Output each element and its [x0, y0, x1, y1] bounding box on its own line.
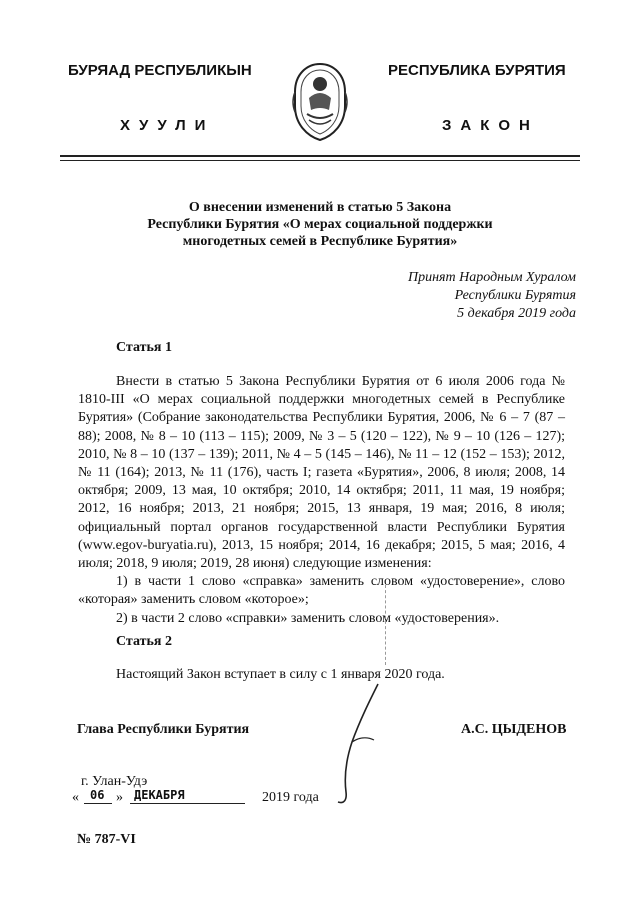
- coat-of-arms-emblem: [289, 62, 351, 142]
- article-1-heading: Статья 1: [116, 340, 172, 355]
- date-day: 06: [90, 788, 105, 802]
- article-1-paragraph: Внести в статью 5 Закона Республики Бурятия от 6 июля 2006 года № 1810-III «О мерах социальной поддержки многодетных семей в Республике Бурятия» (Собрание законодательства Республики Бурятия, 2006, № 6 – 7 (87 – 88); 2008, № 8 – 10 (113 – 115); 2009, № 3 – 5 (120 – 122), № 9 – 10 (126 – 127); 2010, № 8 – 10 (137 – 139); 2011, № 4 – 5 (145 – 146), № 11 – 12 (152 – 153); 2012, № 11 (164); 2013, № 11 (176), часть I; газета «Бурятия», 2006, 8 июля; 2008, 14 октября; 2009, 13 мая, 10 октября; 2010, 14 октября; 2011, 11 мая, 19 ноября; 2012, 16 ноября; 2013, 21 ноября; 2015, 13 января, 19 мая; 2016, 8 июля; официальный портал органов государственной власти Республики Бурятия (www.egov-buryatia.ru), 2013, 15 ноября; 2014, 16 декабря; 2015, 5 мая; 2016, 4 июля; 2018, 9 июля; 2019, 28 июня) следующие изменения:: [78, 374, 565, 572]
- signature-position: Глава Республики Бурятия: [77, 722, 250, 737]
- header-right-doc-type: ЗАКОН: [442, 117, 539, 134]
- month-underline: [130, 803, 245, 804]
- adoption-line-3: 5 декабря 2019 года: [457, 306, 576, 321]
- adoption-line-1: Принят Народным Хуралом: [407, 270, 576, 285]
- date-year: 2019 года: [262, 790, 319, 805]
- date-month: ДЕКАБРЯ: [134, 788, 185, 802]
- header-rule-thick: [60, 155, 580, 157]
- law-number: № 787-VI: [77, 832, 136, 847]
- city: г. Улан-Удэ: [81, 774, 148, 789]
- header-rule-thin: [60, 160, 580, 161]
- header-left-doc-type: ХУУЛИ: [120, 117, 215, 134]
- signature-name: А.С. ЦЫДЕНОВ: [461, 722, 567, 737]
- adoption-note: [316, 269, 576, 323]
- article-1-item-1: 1) в части 1 слово «справка» заменить словом «удостоверение», слово «которая» заменить словом «которое»;: [78, 574, 565, 608]
- law-title-line-1: О внесении изменений в статью 5 Закона: [188, 200, 452, 215]
- date-quote-close: »: [116, 790, 123, 805]
- law-title: [90, 199, 550, 250]
- law-title-line-2: Республики Бурятия «О мерах социальной поддержки: [147, 217, 493, 232]
- article-2-heading: Статья 2: [116, 634, 172, 649]
- article-1-item-2: 2) в части 2 слово «справки» заменить словом «удостоверения».: [116, 610, 500, 626]
- adoption-line-2: Республики Бурятия: [454, 288, 576, 303]
- article-1-body: [78, 373, 565, 628]
- header-left-title: БУРЯАД РЕСПУБЛИКЫН: [68, 62, 252, 79]
- header-right-title: РЕСПУБЛИКА БУРЯТИЯ: [388, 62, 566, 79]
- scan-artifact-line: [385, 585, 386, 665]
- date-quote-open: «: [72, 790, 79, 805]
- article-2-paragraph: Настоящий Закон вступает в силу с 1 января 2020 года.: [116, 667, 445, 682]
- law-title-line-3: многодетных семей в Республике Бурятия»: [182, 234, 458, 249]
- day-underline: [84, 803, 112, 804]
